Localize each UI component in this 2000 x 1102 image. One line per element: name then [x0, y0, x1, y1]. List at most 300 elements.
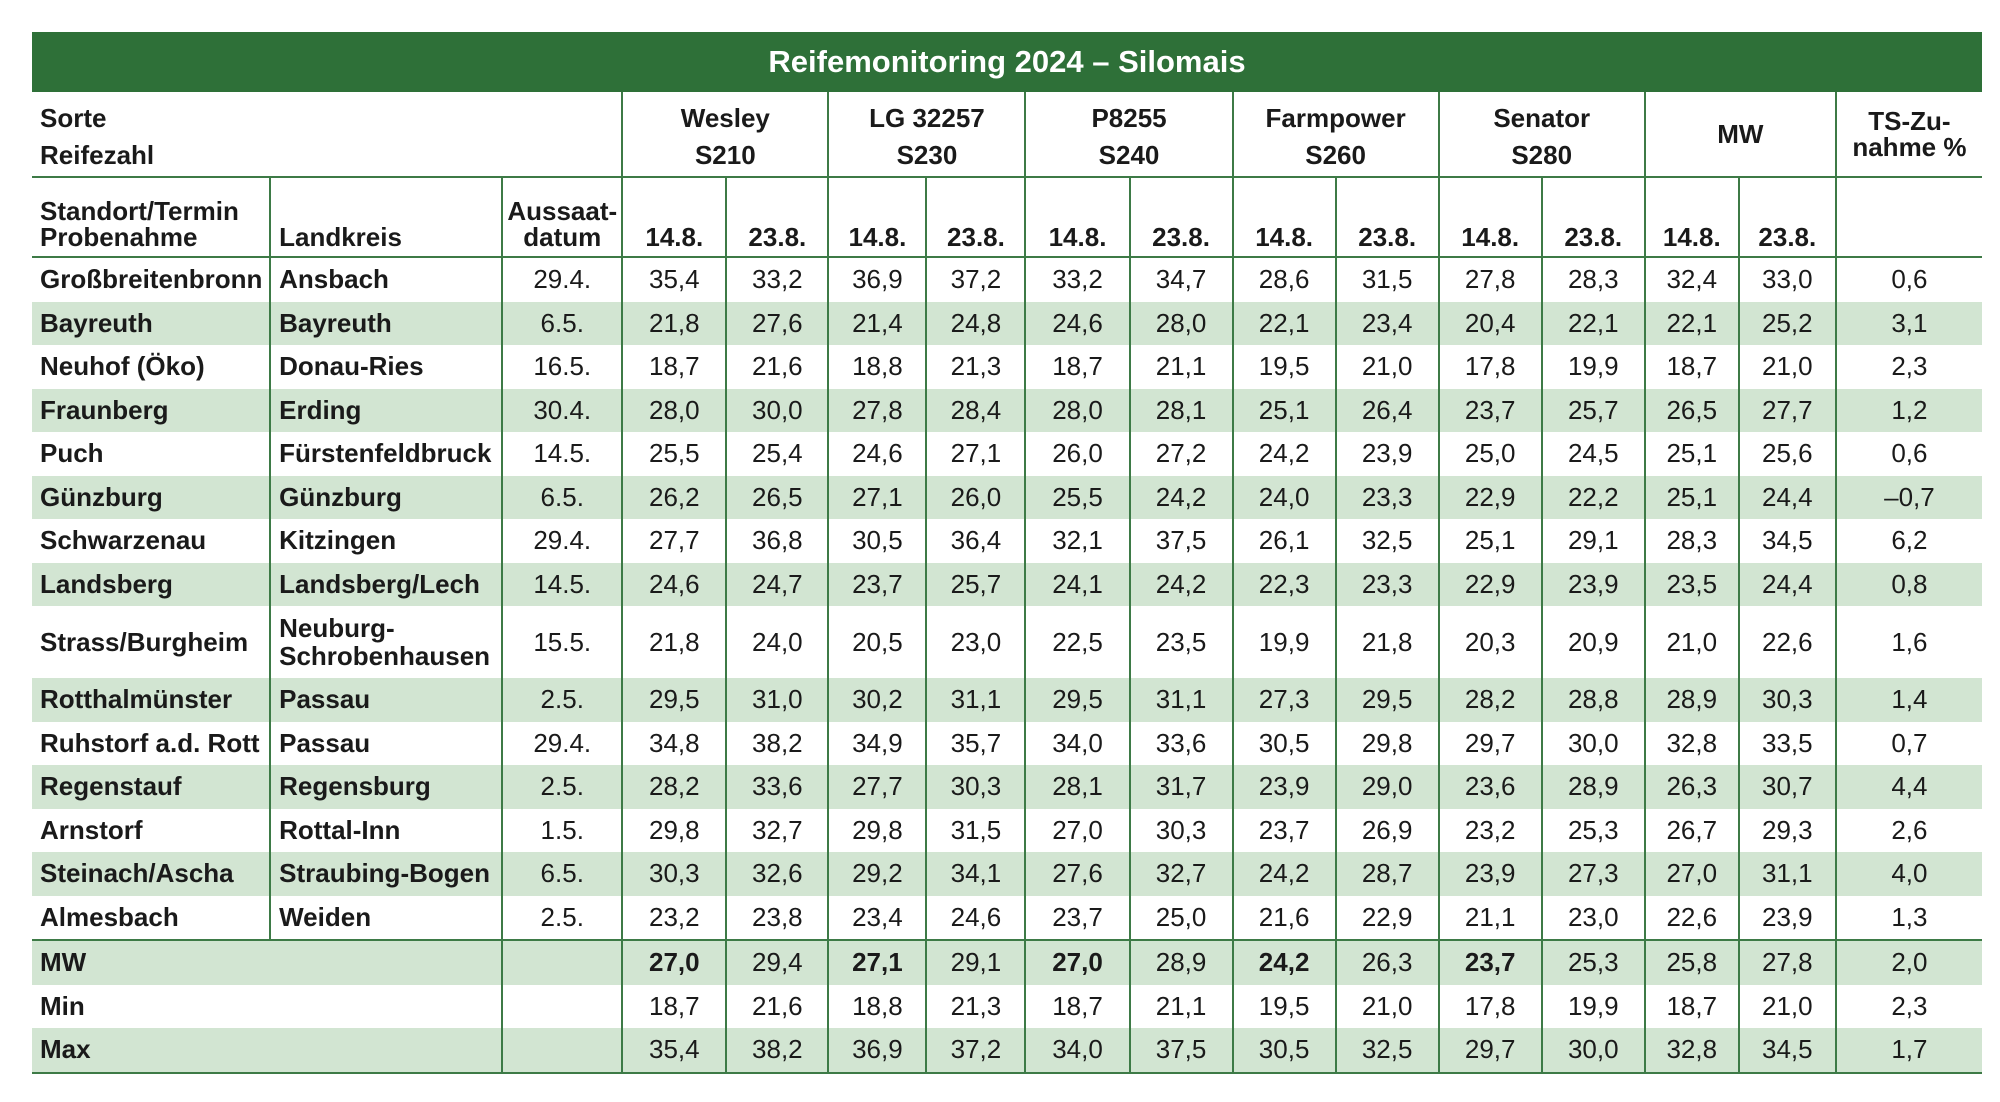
- value-cell: 28,0: [1025, 389, 1129, 433]
- table-row: [32, 606, 1982, 678]
- value-cell: 36,8: [726, 519, 828, 563]
- value-cell: 26,5: [1645, 389, 1739, 433]
- landkreis-cell: Ansbach: [270, 257, 502, 302]
- maturity-table: [32, 92, 1982, 1074]
- value-cell: 25,3: [1542, 809, 1645, 853]
- value-cell: 26,7: [1645, 809, 1739, 853]
- standort-cell: Arnstorf: [40, 814, 143, 845]
- value-cell: 29,5: [622, 678, 726, 722]
- value-cell: 29,3: [1739, 809, 1836, 853]
- value-cell: 21,6: [1233, 896, 1336, 941]
- value-cell: 18,7: [622, 345, 726, 389]
- value-cell: 23,0: [1542, 896, 1645, 941]
- value-cell: 24,6: [622, 563, 726, 607]
- value-cell: 30,3: [926, 765, 1025, 809]
- variety-name: Senator: [1439, 92, 1645, 134]
- summary-value-cell: 21,0: [1739, 985, 1836, 1029]
- value-cell: 18,7: [1645, 345, 1739, 389]
- value-cell: 31,1: [1130, 678, 1233, 722]
- value-cell: 20,4: [1439, 302, 1542, 346]
- value-cell: 25,1: [1439, 519, 1542, 563]
- table-row: [32, 563, 1982, 607]
- summary-value-cell: 38,2: [726, 1028, 828, 1073]
- value-cell: 23,3: [1336, 563, 1439, 607]
- value-cell: 32,6: [726, 852, 828, 896]
- aussaat-cell: 14.5.: [502, 432, 622, 476]
- value-cell: 32,7: [726, 809, 828, 853]
- landkreis-cell: Neuburg- Schrobenhausen: [270, 606, 502, 678]
- value-cell: 26,9: [1336, 809, 1439, 853]
- ts-cell: 0,6: [1836, 257, 1982, 302]
- value-cell: 26,3: [1645, 765, 1739, 809]
- ts-header: TS-Zu- nahme %: [1836, 92, 1982, 177]
- ts-cell: 1,6: [1836, 606, 1982, 678]
- value-cell: 29,1: [1542, 519, 1645, 563]
- value-cell: 37,5: [1130, 519, 1233, 563]
- date-header: 14.8.: [1233, 177, 1336, 257]
- standort-cell: Almesbach: [40, 901, 179, 932]
- value-cell: 23,9: [1542, 563, 1645, 607]
- summary-value-cell: 36,9: [828, 1028, 926, 1073]
- mw-header: MW: [1645, 92, 1836, 177]
- value-cell: 23,3: [1336, 476, 1439, 520]
- value-cell: 23,9: [1439, 852, 1542, 896]
- summary-value-cell: 18,7: [1645, 985, 1739, 1029]
- ts-cell: 3,1: [1836, 302, 1982, 346]
- summary-value-cell: 19,9: [1542, 985, 1645, 1029]
- value-cell: 27,0: [1645, 852, 1739, 896]
- value-cell: 25,6: [1739, 432, 1836, 476]
- value-cell: 29,2: [828, 852, 926, 896]
- aussaat-cell: 15.5.: [502, 606, 622, 678]
- ts-cell: 2,3: [1836, 345, 1982, 389]
- value-cell: 27,1: [828, 476, 926, 520]
- aussaat-cell: 2.5.: [502, 896, 622, 941]
- date-header: 14.8.: [1439, 177, 1542, 257]
- variety-reifezahl: S230: [828, 134, 1025, 177]
- summary-value-cell: 37,5: [1130, 1028, 1233, 1073]
- value-cell: 25,2: [1739, 302, 1836, 346]
- landkreis-cell: Passau: [270, 678, 502, 722]
- standort-cell: Puch: [40, 438, 104, 469]
- value-cell: 23,5: [1645, 563, 1739, 607]
- landkreis-cell: Kitzingen: [270, 519, 502, 563]
- header-row-dates: [32, 177, 1982, 257]
- value-cell: 21,0: [1645, 606, 1739, 678]
- date-header: 23.8.: [1336, 177, 1439, 257]
- ts-cell: 4,0: [1836, 852, 1982, 896]
- standort-cell: Neuhof (Öko): [40, 351, 205, 382]
- table-row: [32, 896, 1982, 941]
- ts-cell: 1,4: [1836, 678, 1982, 722]
- summary-row: [32, 985, 1982, 1029]
- aussaat-cell: 29.4.: [502, 257, 622, 302]
- standort-cell: Schwarzenau: [40, 525, 207, 556]
- value-cell: 25,4: [726, 432, 828, 476]
- date-header: 23.8.: [926, 177, 1025, 257]
- table-row: [32, 302, 1982, 346]
- value-cell: 33,2: [1025, 257, 1129, 302]
- value-cell: 23,7: [828, 563, 926, 607]
- value-cell: 23,9: [1739, 896, 1836, 941]
- value-cell: 24,7: [726, 563, 828, 607]
- value-cell: 26,4: [1336, 389, 1439, 433]
- value-cell: 27,1: [926, 432, 1025, 476]
- value-cell: 28,6: [1233, 257, 1336, 302]
- value-cell: 26,5: [726, 476, 828, 520]
- standort-cell: Steinach/Ascha: [40, 858, 234, 889]
- value-cell: 30,7: [1739, 765, 1836, 809]
- value-cell: 24,2: [1233, 852, 1336, 896]
- value-cell: 33,0: [1739, 257, 1836, 302]
- variety-name: P8255: [1025, 92, 1232, 134]
- value-cell: 28,7: [1336, 852, 1439, 896]
- value-cell: 31,1: [926, 678, 1025, 722]
- ts-cell: 1,3: [1836, 896, 1982, 941]
- landkreis-cell: Bayreuth: [270, 302, 502, 346]
- summary-value-cell: 17,8: [1439, 985, 1542, 1029]
- summary-value-cell: 34,5: [1739, 1028, 1836, 1073]
- summary-value-cell: 19,5: [1233, 985, 1336, 1029]
- variety-reifezahl: S280: [1439, 134, 1645, 177]
- summary-value-cell: 18,7: [1025, 985, 1129, 1029]
- value-cell: 25,1: [1645, 432, 1739, 476]
- aussaat-cell: 6.5.: [502, 302, 622, 346]
- standort-cell: Regenstauf: [40, 771, 182, 802]
- value-cell: 34,0: [1025, 722, 1129, 766]
- landkreis-cell: Passau: [270, 722, 502, 766]
- value-cell: 21,0: [1739, 345, 1836, 389]
- value-cell: 22,1: [1233, 302, 1336, 346]
- value-cell: 23,2: [1439, 809, 1542, 853]
- landkreis-cell: Straubing-Bogen: [270, 852, 502, 896]
- value-cell: 24,2: [1130, 563, 1233, 607]
- summary-value-cell: 21,0: [1336, 985, 1439, 1029]
- date-header: 14.8.: [1645, 177, 1739, 257]
- value-cell: 22,6: [1739, 606, 1836, 678]
- value-cell: 28,3: [1645, 519, 1739, 563]
- value-cell: 21,1: [1439, 896, 1542, 941]
- table-row: [32, 345, 1982, 389]
- standort-cell: Großbreitenbronn: [40, 264, 263, 295]
- value-cell: 25,1: [1233, 389, 1336, 433]
- value-cell: 29,5: [1025, 678, 1129, 722]
- aussaat-cell: 1.5.: [502, 809, 622, 853]
- summary-value-cell: 32,8: [1645, 1028, 1739, 1073]
- value-cell: 21,4: [828, 302, 926, 346]
- aussaat-cell: 29.4.: [502, 722, 622, 766]
- value-cell: 23,2: [622, 896, 726, 941]
- standort-cell: Günzburg: [40, 481, 163, 512]
- value-cell: 23,5: [1130, 606, 1233, 678]
- value-cell: 20,9: [1542, 606, 1645, 678]
- variety-reifezahl: S210: [622, 134, 828, 177]
- value-cell: 23,6: [1439, 765, 1542, 809]
- value-cell: 21,8: [1336, 606, 1439, 678]
- landkreis-cell: Fürstenfeldbruck: [270, 432, 502, 476]
- summary-value-cell: 25,8: [1645, 940, 1739, 985]
- value-cell: 23,7: [1233, 809, 1336, 853]
- summary-label: Min: [40, 990, 85, 1021]
- value-cell: 22,9: [1336, 896, 1439, 941]
- summary-value-cell: 30,0: [1542, 1028, 1645, 1073]
- value-cell: 31,0: [726, 678, 828, 722]
- value-cell: 23,0: [926, 606, 1025, 678]
- value-cell: 31,5: [926, 809, 1025, 853]
- aussaat-cell: 6.5.: [502, 852, 622, 896]
- value-cell: 25,7: [926, 563, 1025, 607]
- value-cell: 27,7: [1739, 389, 1836, 433]
- table-row: [32, 389, 1982, 433]
- table-title: Reifemonitoring 2024 – Silomais: [32, 32, 1982, 92]
- value-cell: 30,3: [622, 852, 726, 896]
- summary-value-cell: 21,6: [726, 985, 828, 1029]
- value-cell: 27,6: [726, 302, 828, 346]
- value-cell: 23,9: [1336, 432, 1439, 476]
- summary-ts-cell: 1,7: [1836, 1028, 1982, 1073]
- value-cell: 31,5: [1336, 257, 1439, 302]
- value-cell: 32,1: [1025, 519, 1129, 563]
- value-cell: 28,4: [926, 389, 1025, 433]
- value-cell: 28,1: [1130, 389, 1233, 433]
- value-cell: 25,5: [1025, 476, 1129, 520]
- aussaat-cell: 2.5.: [502, 678, 622, 722]
- value-cell: 17,8: [1439, 345, 1542, 389]
- value-cell: 27,8: [1439, 257, 1542, 302]
- summary-value-cell: 32,5: [1336, 1028, 1439, 1073]
- value-cell: 30,3: [1130, 809, 1233, 853]
- summary-value-cell: 18,7: [622, 985, 726, 1029]
- ts-cell: 0,7: [1836, 722, 1982, 766]
- standort-cell: Bayreuth: [40, 307, 153, 338]
- value-cell: 22,2: [1542, 476, 1645, 520]
- summary-value-cell: 29,1: [926, 940, 1025, 985]
- value-cell: 27,7: [828, 765, 926, 809]
- landkreis-cell: Rottal-Inn: [270, 809, 502, 853]
- ts-cell: 4,4: [1836, 765, 1982, 809]
- landkreis-cell: Landsberg/Lech: [270, 563, 502, 607]
- aussaat-cell: 29.4.: [502, 519, 622, 563]
- ts-header-empty: [1836, 177, 1982, 257]
- value-cell: 30,0: [726, 389, 828, 433]
- value-cell: 21,3: [926, 345, 1025, 389]
- summary-value-cell: 28,9: [1130, 940, 1233, 985]
- value-cell: 28,0: [1130, 302, 1233, 346]
- value-cell: 25,1: [1645, 476, 1739, 520]
- aussaat-cell: 2.5.: [502, 765, 622, 809]
- date-header: 23.8.: [1130, 177, 1233, 257]
- value-cell: 33,5: [1739, 722, 1836, 766]
- reifezahl-label: Reifezahl: [40, 139, 155, 170]
- summary-label: Max: [40, 1034, 91, 1065]
- value-cell: 37,2: [926, 257, 1025, 302]
- summary-value-cell: 35,4: [622, 1028, 726, 1073]
- value-cell: 28,3: [1542, 257, 1645, 302]
- table-row: [32, 519, 1982, 563]
- standort-cell: Landsberg: [40, 568, 173, 599]
- value-cell: 19,9: [1542, 345, 1645, 389]
- standort-cell: Strass/Burgheim: [40, 627, 249, 657]
- value-cell: 33,6: [726, 765, 828, 809]
- table-body: [32, 257, 1982, 1073]
- value-cell: 25,0: [1439, 432, 1542, 476]
- value-cell: 28,2: [1439, 678, 1542, 722]
- summary-value-cell: 27,0: [1025, 940, 1129, 985]
- value-cell: 34,5: [1739, 519, 1836, 563]
- summary-value-cell: 29,4: [726, 940, 828, 985]
- value-cell: 35,4: [622, 257, 726, 302]
- value-cell: 27,3: [1542, 852, 1645, 896]
- value-cell: 32,7: [1130, 852, 1233, 896]
- summary-value-cell: 27,1: [828, 940, 926, 985]
- table-row: [32, 476, 1982, 520]
- value-cell: 24,4: [1739, 476, 1836, 520]
- value-cell: 18,8: [828, 345, 926, 389]
- ts-cell: 2,6: [1836, 809, 1982, 853]
- value-cell: 21,1: [1130, 345, 1233, 389]
- value-cell: 34,1: [926, 852, 1025, 896]
- value-cell: 29,5: [1336, 678, 1439, 722]
- table-row: [32, 765, 1982, 809]
- summary-ts-cell: 2,3: [1836, 985, 1982, 1029]
- table-row: [32, 722, 1982, 766]
- value-cell: 27,2: [1130, 432, 1233, 476]
- value-cell: 21,8: [622, 302, 726, 346]
- value-cell: 31,7: [1130, 765, 1233, 809]
- value-cell: 20,3: [1439, 606, 1542, 678]
- aussaat-cell: 30.4.: [502, 389, 622, 433]
- value-cell: 20,5: [828, 606, 926, 678]
- value-cell: 23,7: [1439, 389, 1542, 433]
- summary-value-cell: 18,8: [828, 985, 926, 1029]
- variety-name: Farmpower: [1233, 92, 1439, 134]
- date-header: 23.8.: [1739, 177, 1836, 257]
- summary-value-cell: 21,1: [1130, 985, 1233, 1029]
- value-cell: 23,8: [726, 896, 828, 941]
- landkreis-cell: Weiden: [270, 896, 502, 941]
- value-cell: 27,6: [1025, 852, 1129, 896]
- value-cell: 22,5: [1025, 606, 1129, 678]
- value-cell: 23,4: [828, 896, 926, 941]
- value-cell: 30,0: [1542, 722, 1645, 766]
- summary-row: [32, 1028, 1982, 1073]
- value-cell: 30,3: [1739, 678, 1836, 722]
- empty-cell: [502, 940, 622, 985]
- ts-cell: –0,7: [1836, 476, 1982, 520]
- summary-label: MW: [40, 947, 87, 978]
- value-cell: 25,7: [1542, 389, 1645, 433]
- landkreis-header: Landkreis: [270, 177, 502, 257]
- table-row: [32, 852, 1982, 896]
- value-cell: 29,7: [1439, 722, 1542, 766]
- value-cell: 26,0: [1025, 432, 1129, 476]
- value-cell: 28,8: [1542, 678, 1645, 722]
- value-cell: 29,8: [1336, 722, 1439, 766]
- value-cell: 22,6: [1645, 896, 1739, 941]
- summary-value-cell: 21,3: [926, 985, 1025, 1029]
- value-cell: 27,3: [1233, 678, 1336, 722]
- value-cell: 32,8: [1645, 722, 1739, 766]
- value-cell: 29,0: [1336, 765, 1439, 809]
- ts-cell: 0,8: [1836, 563, 1982, 607]
- value-cell: 22,1: [1542, 302, 1645, 346]
- date-header: 14.8.: [1025, 177, 1129, 257]
- value-cell: 26,0: [926, 476, 1025, 520]
- value-cell: 21,6: [726, 345, 828, 389]
- summary-value-cell: 30,5: [1233, 1028, 1336, 1073]
- value-cell: 27,0: [1025, 809, 1129, 853]
- variety-name: LG 32257: [828, 92, 1025, 134]
- value-cell: 22,9: [1439, 476, 1542, 520]
- variety-reifezahl: S260: [1233, 134, 1439, 177]
- landkreis-cell: Günzburg: [270, 476, 502, 520]
- table-row: [32, 257, 1982, 302]
- value-cell: 28,1: [1025, 765, 1129, 809]
- standort-header: Standort/Termin Probenahme: [40, 196, 239, 252]
- value-cell: 27,8: [828, 389, 926, 433]
- value-cell: 28,0: [622, 389, 726, 433]
- value-cell: 23,4: [1336, 302, 1439, 346]
- value-cell: 25,0: [1130, 896, 1233, 941]
- value-cell: 22,3: [1233, 563, 1336, 607]
- date-header: 23.8.: [1542, 177, 1645, 257]
- value-cell: 24,2: [1233, 432, 1336, 476]
- value-cell: 24,4: [1739, 563, 1836, 607]
- table-row: [32, 432, 1982, 476]
- summary-value-cell: 25,3: [1542, 940, 1645, 985]
- value-cell: 29,8: [828, 809, 926, 853]
- standort-cell: Fraunberg: [40, 394, 169, 425]
- value-cell: 23,7: [1025, 896, 1129, 941]
- value-cell: 26,1: [1233, 519, 1336, 563]
- date-header: 14.8.: [828, 177, 926, 257]
- value-cell: 18,7: [1025, 345, 1129, 389]
- landkreis-cell: Erding: [270, 389, 502, 433]
- value-cell: 33,2: [726, 257, 828, 302]
- value-cell: 24,0: [726, 606, 828, 678]
- summary-value-cell: 29,7: [1439, 1028, 1542, 1073]
- landkreis-cell: Regensburg: [270, 765, 502, 809]
- summary-value-cell: 27,0: [622, 940, 726, 985]
- summary-value-cell: 27,8: [1739, 940, 1836, 985]
- value-cell: 29,8: [622, 809, 726, 853]
- value-cell: 26,2: [622, 476, 726, 520]
- value-cell: 22,1: [1645, 302, 1739, 346]
- summary-value-cell: 26,3: [1336, 940, 1439, 985]
- value-cell: 21,0: [1336, 345, 1439, 389]
- landkreis-cell: Donau-Ries: [270, 345, 502, 389]
- value-cell: 36,9: [828, 257, 926, 302]
- value-cell: 22,9: [1439, 563, 1542, 607]
- aussaat-cell: 6.5.: [502, 476, 622, 520]
- aussaat-cell: 16.5.: [502, 345, 622, 389]
- value-cell: 27,7: [622, 519, 726, 563]
- value-cell: 30,5: [828, 519, 926, 563]
- summary-value-cell: 34,0: [1025, 1028, 1129, 1073]
- summary-value-cell: 24,2: [1233, 940, 1336, 985]
- value-cell: 24,8: [926, 302, 1025, 346]
- value-cell: 38,2: [726, 722, 828, 766]
- value-cell: 32,4: [1645, 257, 1739, 302]
- value-cell: 34,7: [1130, 257, 1233, 302]
- value-cell: 24,6: [828, 432, 926, 476]
- value-cell: 24,5: [1542, 432, 1645, 476]
- value-cell: 19,9: [1233, 606, 1336, 678]
- value-cell: 31,1: [1739, 852, 1836, 896]
- value-cell: 36,4: [926, 519, 1025, 563]
- value-cell: 28,2: [622, 765, 726, 809]
- value-cell: 28,9: [1542, 765, 1645, 809]
